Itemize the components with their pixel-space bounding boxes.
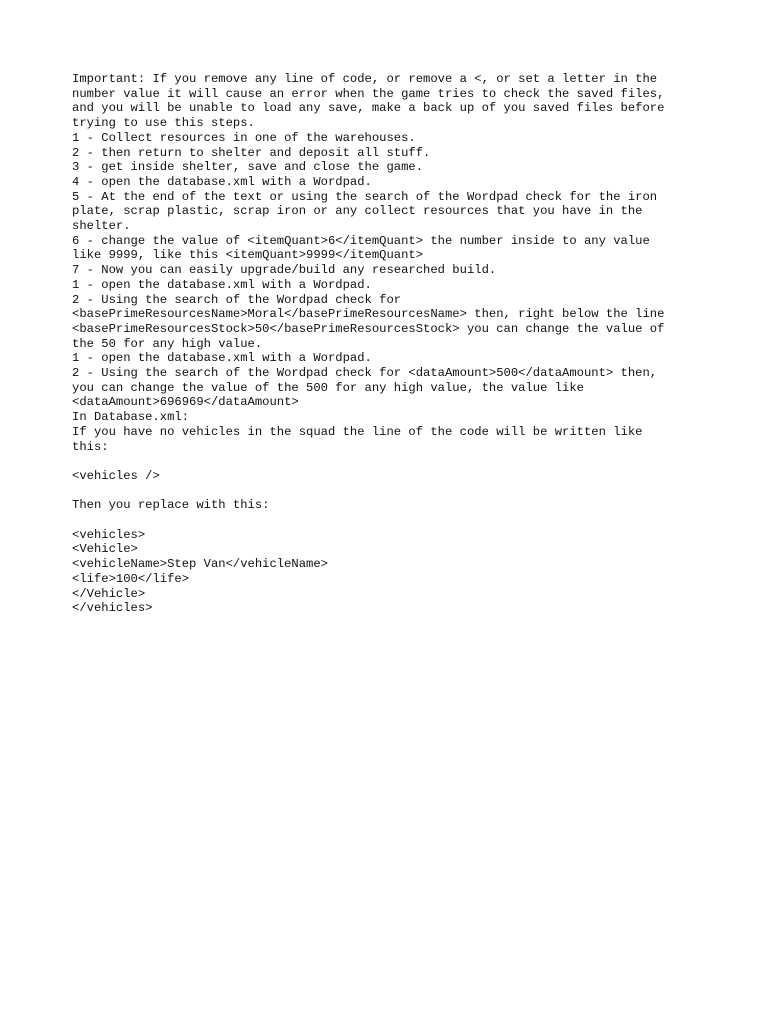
text-line: Then you replace with this: (72, 498, 270, 513)
text-line: Important: If you remove any line of code, or remove a <, or set a letter in the (72, 72, 658, 86)
text-line: trying to use this steps. (72, 116, 255, 131)
text-line: 1 - Collect resources in one of the warehouses. (72, 130, 416, 145)
text-line: 2 - Using the search of the Wordpad check for <dataAmount>500</dataAmount> then, (72, 366, 658, 381)
text-line: <basePrimeResourcesName>Moral</basePrimeResourcesName> then, right below the line (72, 307, 665, 322)
text-line: you can change the value of the 500 for any high value, the value like (72, 380, 584, 395)
code-line: </Vehicle> (72, 586, 146, 601)
code-line: <vehicles> (72, 527, 146, 542)
text-line: 4 - open the database.xml with a Wordpad. (72, 174, 372, 189)
text-line: like 9999, like this <itemQuant>9999</itemQuant> (72, 248, 424, 263)
text-line: shelter. (72, 219, 131, 234)
text-line: 2 - then return to shelter and deposit all stuff. (72, 145, 431, 160)
text-line: 2 - Using the search of the Wordpad check for (72, 292, 402, 307)
blank-line (72, 484, 692, 499)
text-line: <basePrimeResourcesStock>50</basePrimeResourcesStock> you can change the value of (72, 321, 665, 336)
text-line: If you have no vehicles in the squad the line of the code will be written like (72, 424, 643, 439)
code-line: <life>100</life> (72, 571, 190, 586)
text-line: this: (72, 439, 109, 454)
text-line: 6 - change the value of <itemQuant>6</itemQuant> the number inside to any value (72, 233, 650, 248)
blank-line (72, 454, 692, 469)
text-line: number value it will cause an error when the game tries to check the saved files, (72, 86, 665, 101)
code-line: </vehicles> (72, 601, 153, 616)
text-line: plate, scrap plastic, scrap iron or any collect resources that you have in the (72, 204, 643, 219)
text-line: 1 - open the database.xml with a Wordpad. (72, 351, 372, 366)
text-line: the 50 for any high value. (72, 336, 263, 351)
blank-line (72, 513, 692, 528)
text-line: 5 - At the end of the text or using the search of the Wordpad check for the iron (72, 189, 658, 204)
document-page (72, 72, 692, 616)
code-line: <vehicles /> (72, 468, 160, 483)
text-line: In Database.xml: (72, 410, 190, 425)
text-line: 3 - get inside shelter, save and close the game. (72, 160, 424, 175)
text-line: <dataAmount>696969</dataAmount> (72, 395, 299, 410)
text-line: 7 - Now you can easily upgrade/build any researched build. (72, 263, 497, 278)
code-line: <vehicleName>Step Van</vehicleName> (72, 557, 328, 572)
code-line: <Vehicle> (72, 542, 138, 557)
text-line: 1 - open the database.xml with a Wordpad. (72, 277, 372, 292)
text-line: and you will be unable to load any save, make a back up of you saved files before (72, 101, 665, 116)
